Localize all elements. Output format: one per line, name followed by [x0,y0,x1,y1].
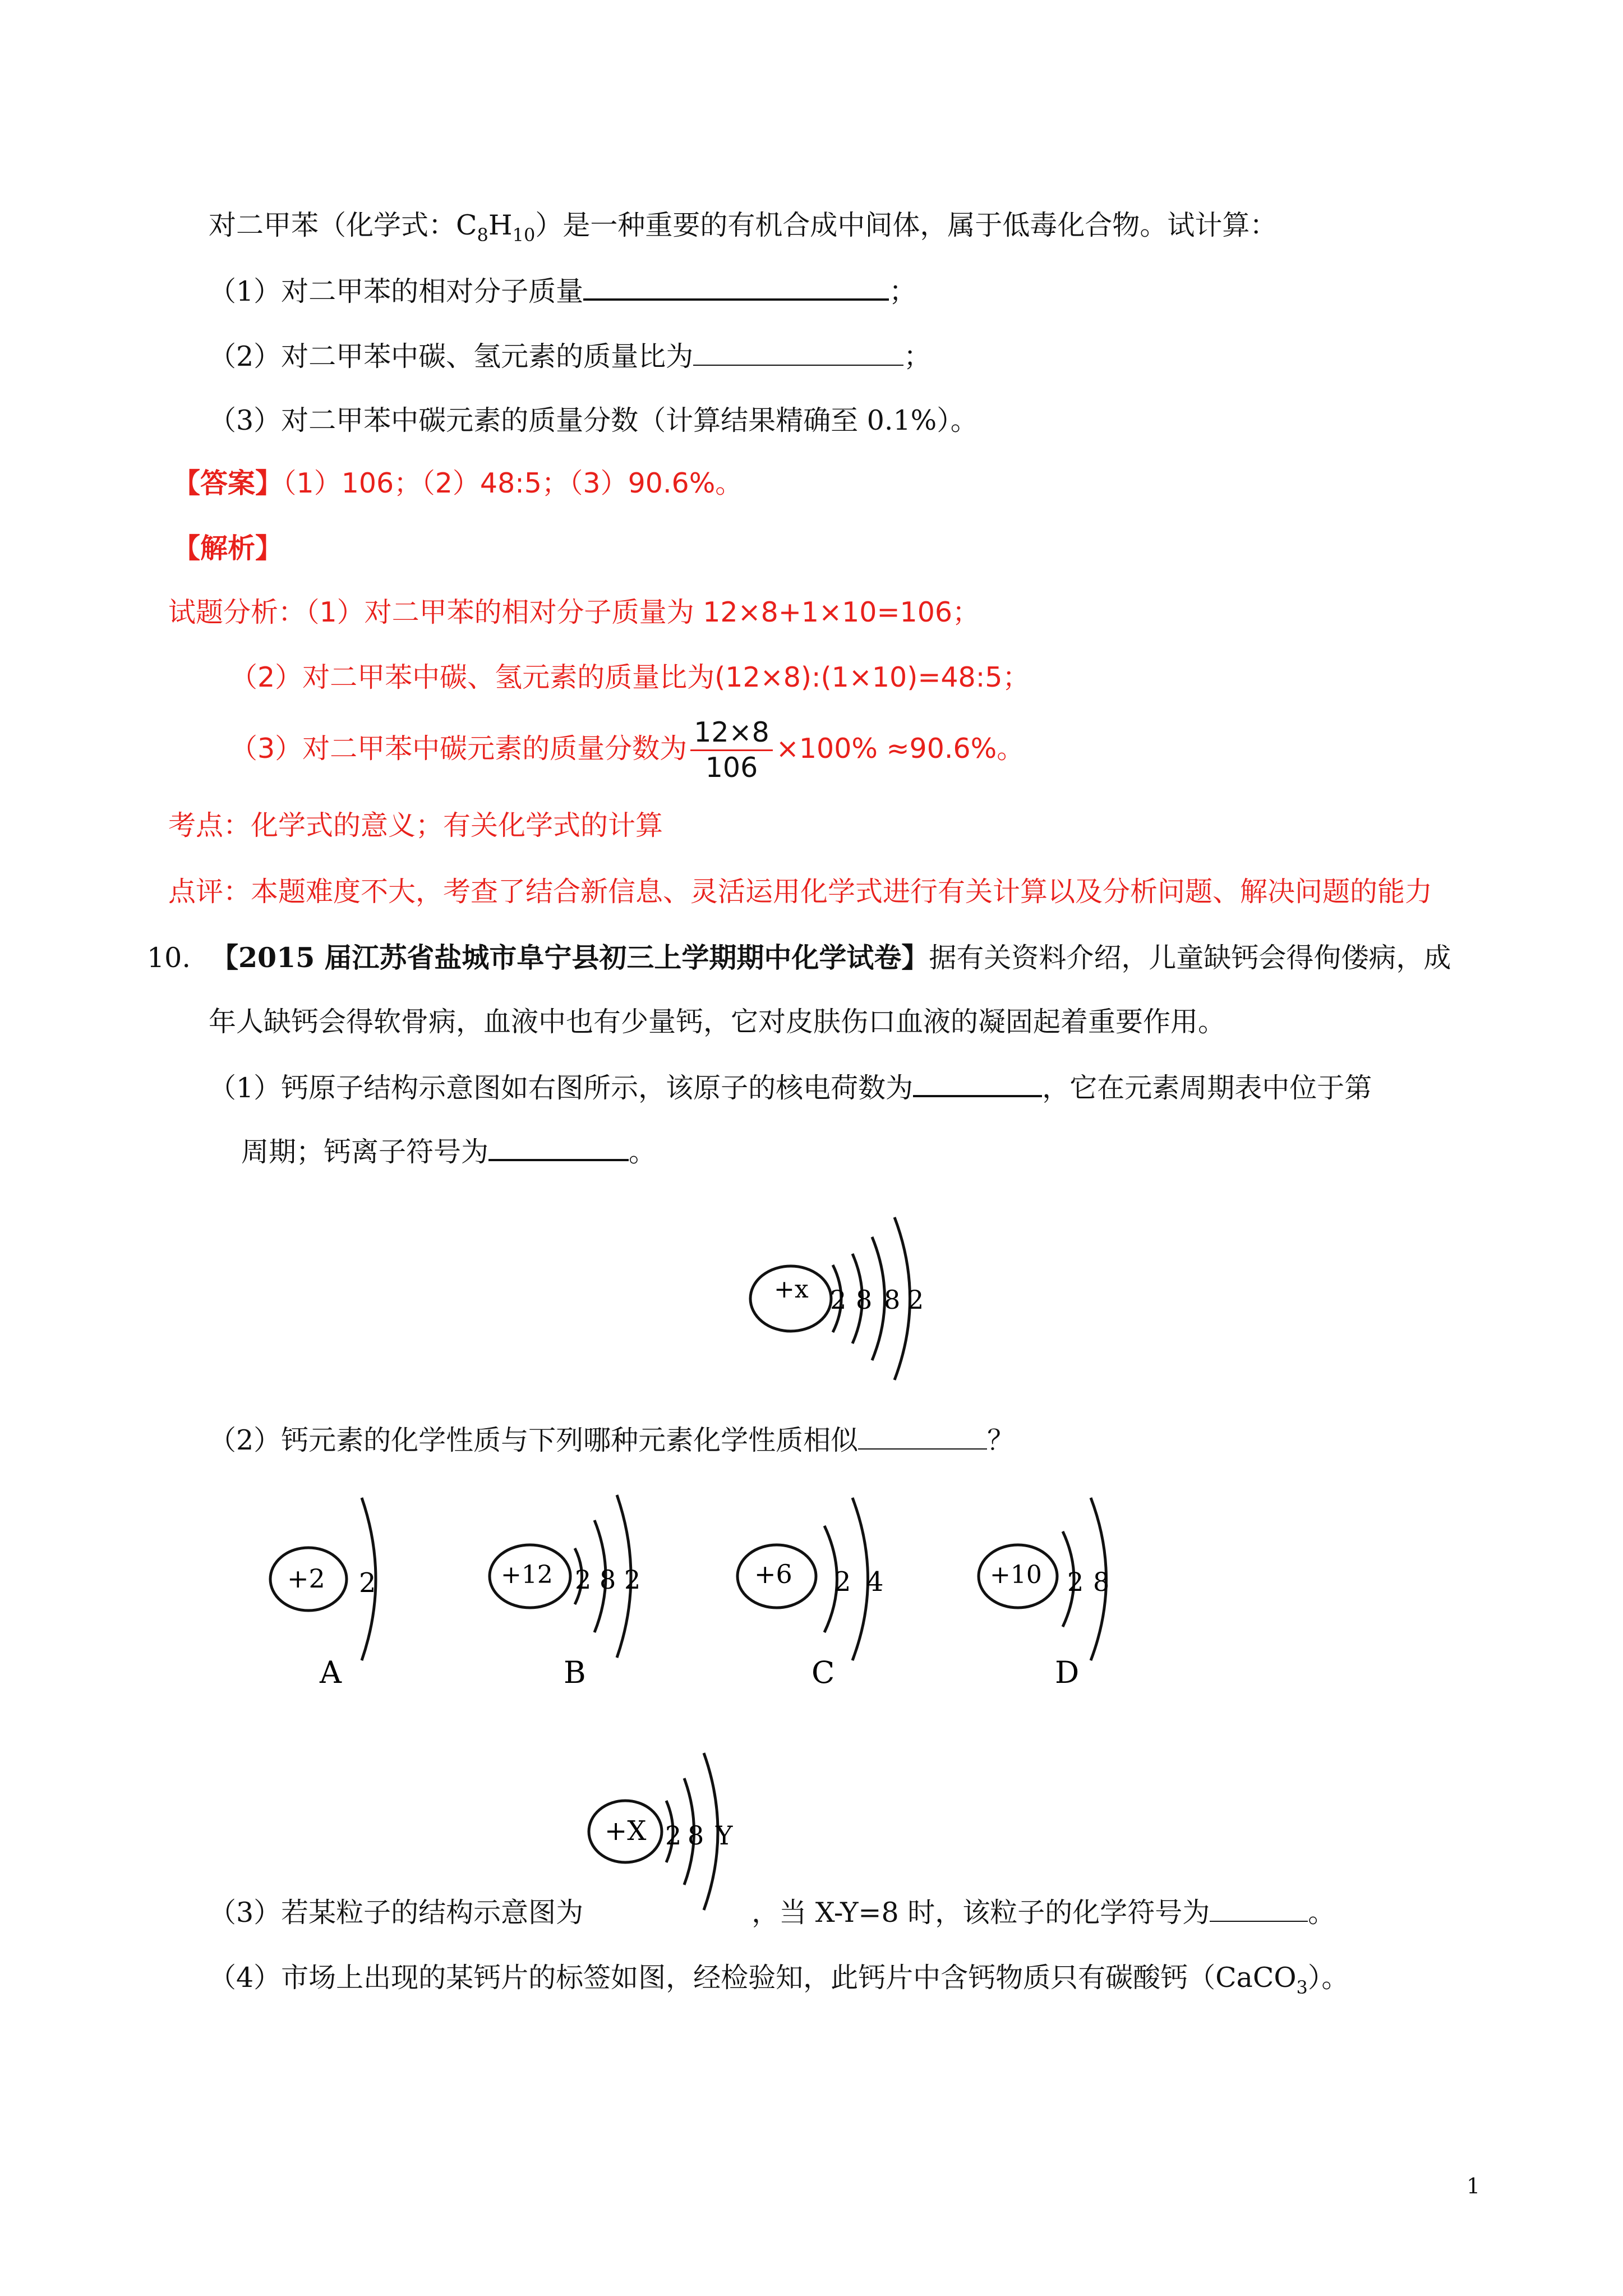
option-d-letter: D [1055,1655,1080,1688]
p2-end: ？ [987,1424,1015,1456]
p3-text-c: 。 [1308,1897,1336,1929]
p4-text: （4）市场上出现的某钙片的标签如图，经检验知，此钙片中含钙物质只有碳酸钙（CaCO [209,1962,1297,1994]
option-d-diagram [973,1487,1152,1688]
analysis-line-1: 试题分析：（1）对二甲苯的相对分子质量为 12×8+1×10=106； [168,596,980,628]
ca-nucleus-label: +x [774,1275,809,1304]
q2-text: （2）对二甲苯中碳、氢元素的质量比为 [209,341,694,372]
kaodian: 考点：化学式的意义；有关化学式的计算 [168,809,663,841]
analysis-line3-pre: （3）对二甲苯中碳元素的质量分数为 [230,733,688,765]
option-a-diagram [264,1487,409,1688]
answer-text: （1）106；（2）48:5；（3）90.6%。 [283,467,743,499]
intro-sub2: 10 [512,224,536,246]
q2-answer-blank[interactable] [693,340,903,366]
mass-fraction-formula [690,716,773,785]
ca-shell-4: 2 [907,1285,924,1315]
option-b-shell-3: 2 [624,1565,641,1595]
xy-nucleus-label: +X [605,1815,647,1847]
q1-text: （1）对二甲苯的相对分子质量 [209,275,584,307]
xy-shell-2: 8 [688,1820,704,1851]
q10-line-1 [147,940,1451,976]
option-c-shell-2: 4 [866,1566,884,1598]
answer-line [173,466,743,501]
p1-text-c: 周期；钙离子符号为 [241,1136,489,1168]
q10-line1-rest: 据有关资料介绍，儿童缺钙会得佝偻病，成 [929,942,1451,974]
q10-number: 10. [147,942,191,974]
xy-shell-3: Y [716,1820,733,1851]
option-c-nucleus-label: +6 [754,1559,792,1589]
intro-mid: H [488,209,513,241]
option-b-nucleus-label: +12 [501,1561,553,1589]
ca-shell-2: 8 [856,1285,873,1315]
option-b-diagram [479,1487,659,1688]
p4-end: ）。 [1307,1962,1349,1994]
option-b-shell-1: 2 [575,1565,592,1595]
option-c-letter: C [811,1655,835,1688]
option-b-letter: B [564,1655,586,1688]
p4-sub: 3 [1296,1977,1308,1998]
analysis-line3-post: ×100% ≈90.6%。 [776,733,1025,765]
ca-shell-3: 8 [884,1285,901,1315]
similar-element-blank[interactable] [858,1424,987,1450]
option-d-shell-1: 2 [1067,1567,1084,1597]
q10-part-4 [209,1960,1349,2005]
option-c-shell-arc-2 [852,1498,868,1660]
option-c-shell-1: 2 [834,1566,851,1598]
xy-shell-1: 2 [665,1820,682,1851]
calcium-atom-diagram [746,1206,953,1391]
fraction-numerator: 12×8 [690,716,773,751]
ca-shell-arc-3 [872,1237,885,1360]
intro-pre: 对二甲苯（化学式：C [209,209,477,241]
fraction-denominator: 106 [705,752,758,784]
p1-text-b: ，它在元素周期表中位于第 [1042,1072,1372,1104]
calcium-ion-blank[interactable] [488,1134,629,1161]
intro-sub1: 8 [477,224,488,246]
nuclear-charge-blank[interactable] [913,1070,1042,1097]
option-c-diagram [732,1487,911,1688]
answer-label: 【答案】 [173,467,283,499]
option-d-shell-2: 8 [1093,1567,1110,1597]
analysis-label: 【解析】 [173,532,283,564]
option-a-nucleus-label: +2 [287,1563,325,1594]
option-b-shell-2: 8 [600,1565,616,1595]
particle-symbol-blank[interactable] [1210,1896,1308,1922]
question-1 [209,274,916,310]
q1-answer-blank[interactable] [583,274,889,301]
p2-text: （2）钙元素的化学性质与下列哪种元素化学性质相似 [209,1424,859,1456]
p1-text-d: 。 [629,1136,657,1168]
analysis-line-3 [230,707,1024,791]
option-d-nucleus-label: +10 [990,1561,1042,1589]
question-3: （3）对二甲苯中碳元素的质量分数（计算结果精确至 0.1%）。 [209,404,978,436]
q10-part-3 [209,1895,1335,1931]
q1-end: ； [889,275,917,307]
q10-part-1 [209,1070,1372,1106]
option-a-letter: A [320,1655,342,1688]
intro-text [209,208,1277,253]
q10-source: 【2015 届江苏省盐城市阜宁县初三上学期期中化学试卷】 [210,941,929,974]
p3-text-a: （3）若某粒子的结构示意图为 [209,1897,584,1929]
q10-part-1-cont [241,1134,656,1170]
q10-part-2 [209,1423,1015,1458]
analysis-line-2: （2）对二甲苯中碳、氢元素的质量比为(12×8):(1×10)=48:5； [230,661,1030,693]
page-number: 1 [1467,2174,1481,2198]
intro-post: ）是一种重要的有机合成中间体，属于低毒化合物。试计算： [535,209,1278,241]
option-a-shell-1: 2 [359,1567,376,1599]
ca-shell-1: 2 [830,1285,847,1315]
question-2 [209,339,931,375]
q10-line-2: 年人缺钙会得软骨病，血液中也有少量钙，它对皮肤伤口血液的凝固起着重要作用。 [209,1006,1226,1038]
p1-text-a: （1）钙原子结构示意图如右图所示，该原子的核电荷数为 [209,1072,914,1104]
dianping: 点评：本题难度不大，考查了结合新信息、灵活运用化学式进行有关计算以及分析问题、解决问题的能力 [168,876,1433,908]
p3-text-b: ，当 X-Y=8 时，该粒子的化学符号为 [751,1897,1210,1929]
q2-end: ； [903,341,932,372]
